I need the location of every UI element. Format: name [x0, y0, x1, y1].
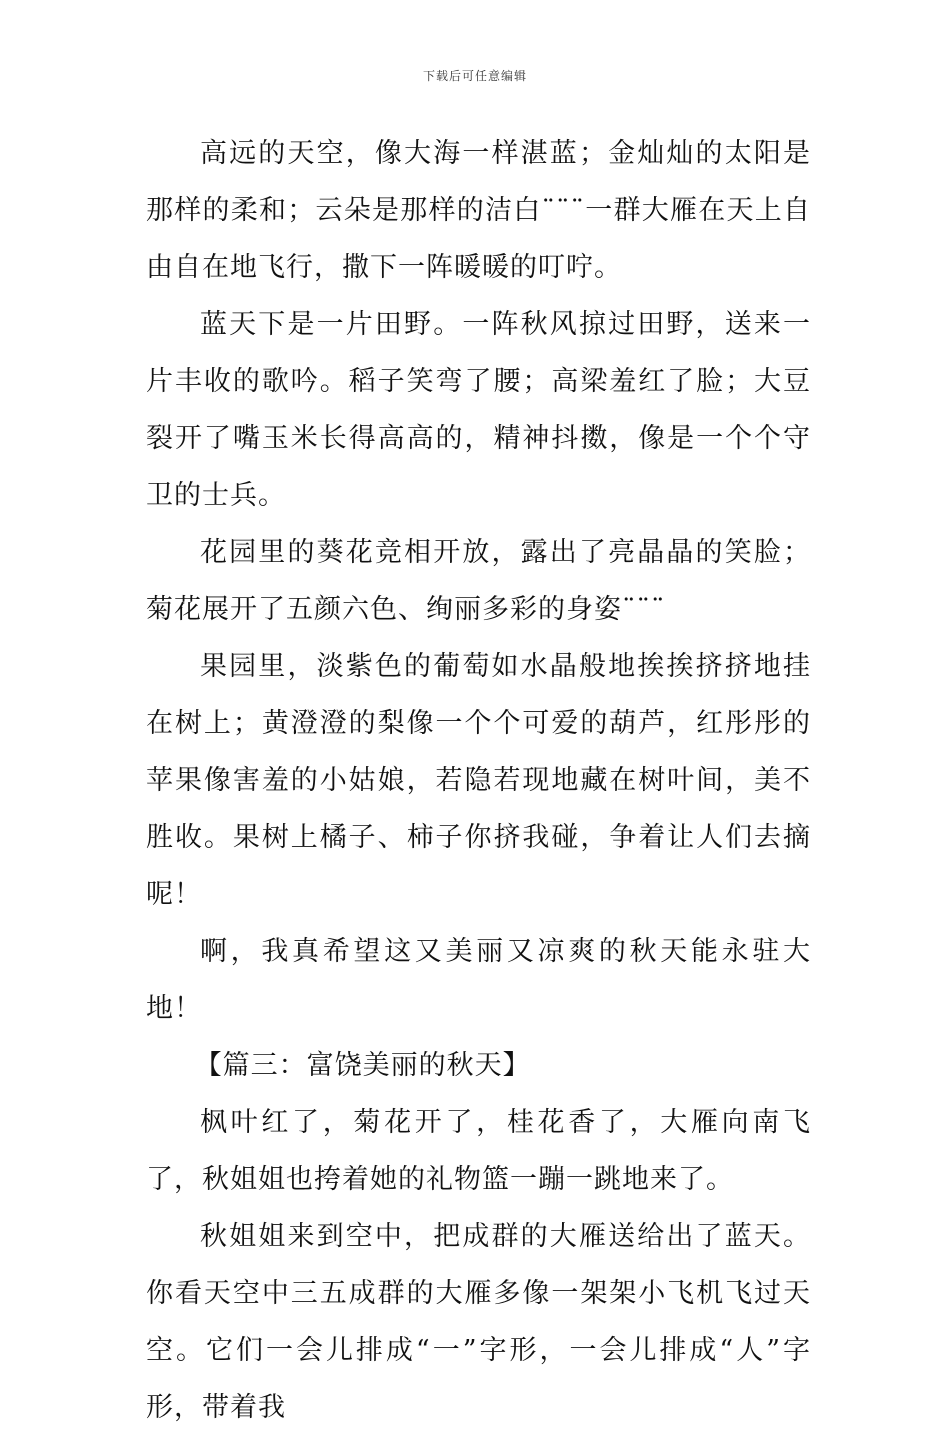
paragraph-garden: 花园里的葵花竞相开放，露出了亮晶晶的笑脸；菊花展开了五颜六色、绚丽多彩的身姿¨¨¨	[146, 537, 811, 625]
header-note: 下载后可任意编辑	[422, 69, 527, 83]
paragraph-orchard: 果园里，淡紫色的葡萄如水晶般地挨挨挤挤地挂在树上；黄澄澄的梨像一个个可爱的葫芦，红彤彤的苹果像害羞的小姑娘，若隐若现地藏在树叶间，美不胜收。果树上橘子、柿子你挤我碰，争着让人们去摘呢！	[146, 651, 811, 910]
paragraph-sky: 高远的天空，像大海一样湛蓝；金灿灿的太阳是那样的柔和；云朵是那样的洁白¨¨¨一群大雁在天上自由自在地飞行，撒下一阵暖暖的叮咛。	[146, 138, 811, 283]
paragraph-autumn-arrives: 枫叶红了，菊花开了，桂花香了，大雁向南飞了，秋姐姐也挎着她的礼物篮一蹦一跳地来了。	[146, 1107, 811, 1195]
document-body	[146, 125, 811, 1436]
paragraph-wild-geese: 秋姐姐来到空中，把成群的大雁送给出了蓝天。你看天空中三五成群的大雁多像一架架小飞机飞过天空。它们一会儿排成“一”字形，一会儿排成“人”字形，带着我	[146, 1221, 811, 1423]
paragraph-wish: 啊，我真希望这又美丽又凉爽的秋天能永驻大地！	[146, 936, 811, 1024]
paragraph-field: 蓝天下是一片田野。一阵秋风掠过田野，送来一片丰收的歌吟。稻子笑弯了腰；高梁羞红了脸；大豆裂开了嘴玉米长得高高的，精神抖擞，像是一个个守卫的士兵。	[146, 309, 811, 511]
section-heading: 【篇三：富饶美丽的秋天】	[194, 1050, 531, 1081]
